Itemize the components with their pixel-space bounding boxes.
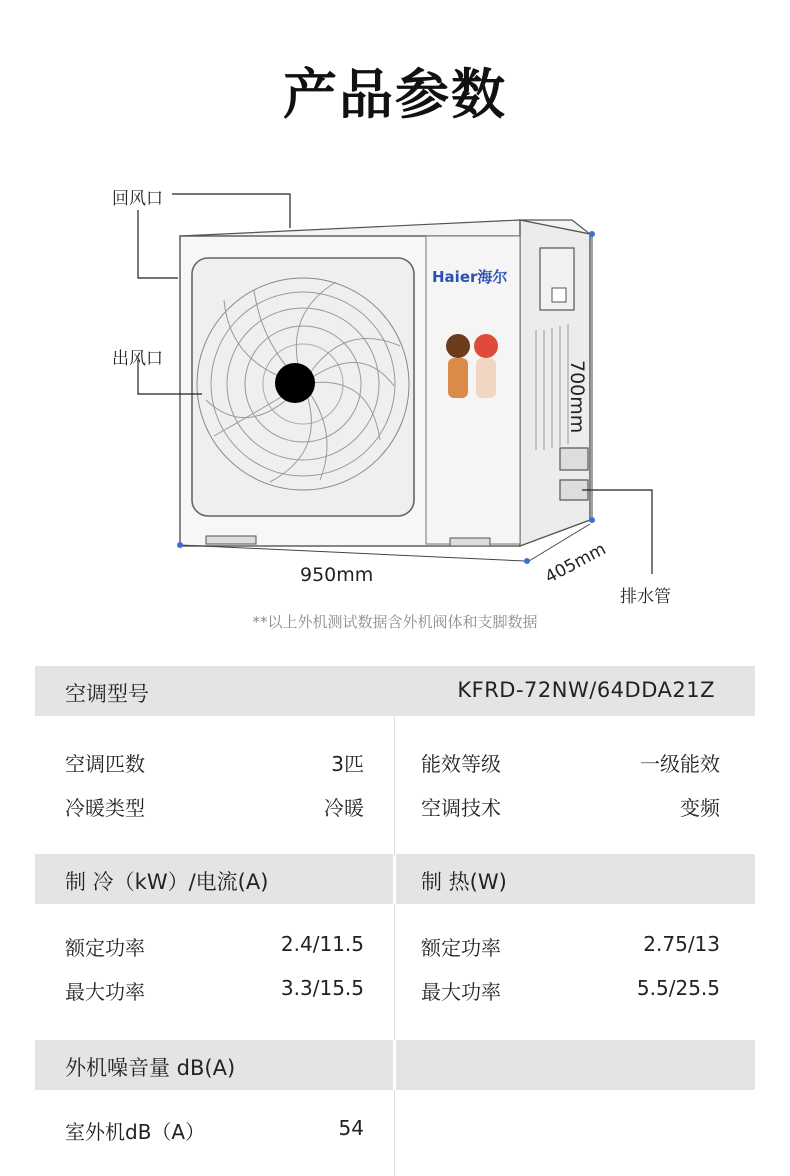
noise-label: 室外机dB（A）: [65, 1120, 206, 1144]
model-row: [35, 666, 755, 716]
cooling-header-text: 制 冷（kW）/电流(A): [65, 870, 269, 894]
noise-header-text: 外机噪音量 dB(A): [65, 1056, 236, 1080]
spec-value: 一级能效: [640, 752, 720, 776]
spec-label: 能效等级: [421, 752, 501, 776]
column-divider: [394, 1090, 395, 1176]
model-value: KFRD-72NW/64DDA21Z: [457, 678, 715, 702]
depth-dimension: 405mm: [542, 539, 610, 588]
cooling-header: [35, 854, 393, 904]
spec-value: 冷暖: [324, 796, 364, 820]
noise-header: [35, 1040, 393, 1090]
spec-value: 3匹: [331, 752, 364, 776]
cooling-label: 最大功率: [65, 980, 145, 1004]
column-divider: [394, 904, 395, 1040]
noise-header-empty: [396, 1040, 755, 1090]
column-divider: [394, 716, 395, 856]
heating-header-text: 制 热(W): [421, 870, 507, 894]
heating-label: 额定功率: [421, 936, 501, 960]
outdoor-unit-illustration: [0, 150, 790, 610]
width-dimension: 950mm: [300, 564, 374, 586]
height-dimension: 700mm: [566, 360, 588, 434]
heating-value: 5.5/25.5: [636, 976, 720, 1000]
heating-label: 最大功率: [421, 980, 501, 1004]
page-title: 产品参数: [283, 63, 507, 126]
spec-label: 空调技术: [421, 796, 501, 820]
spec-value: 变频: [680, 796, 720, 820]
cooling-label: 额定功率: [65, 936, 145, 960]
heating-value: 2.75/13: [643, 932, 720, 956]
air-outlet-label: 出风口: [112, 349, 163, 369]
heating-header: [396, 854, 755, 904]
return-air-label: 回风口: [112, 189, 163, 209]
model-label: 空调型号: [65, 682, 149, 706]
spec-label: 冷暖类型: [65, 796, 145, 820]
product-diagram: [0, 150, 790, 610]
cooling-value: 3.3/15.5: [280, 976, 364, 1000]
test-data-note: **以上外机测试数据含外机阀体和支脚数据: [252, 613, 538, 631]
spec-label: 空调匹数: [65, 752, 145, 776]
drain-pipe-label: 排水管: [620, 587, 671, 607]
noise-value: 54: [338, 1116, 364, 1140]
cooling-value: 2.4/11.5: [280, 932, 364, 956]
brand-logo: Haier海尔: [432, 268, 508, 286]
